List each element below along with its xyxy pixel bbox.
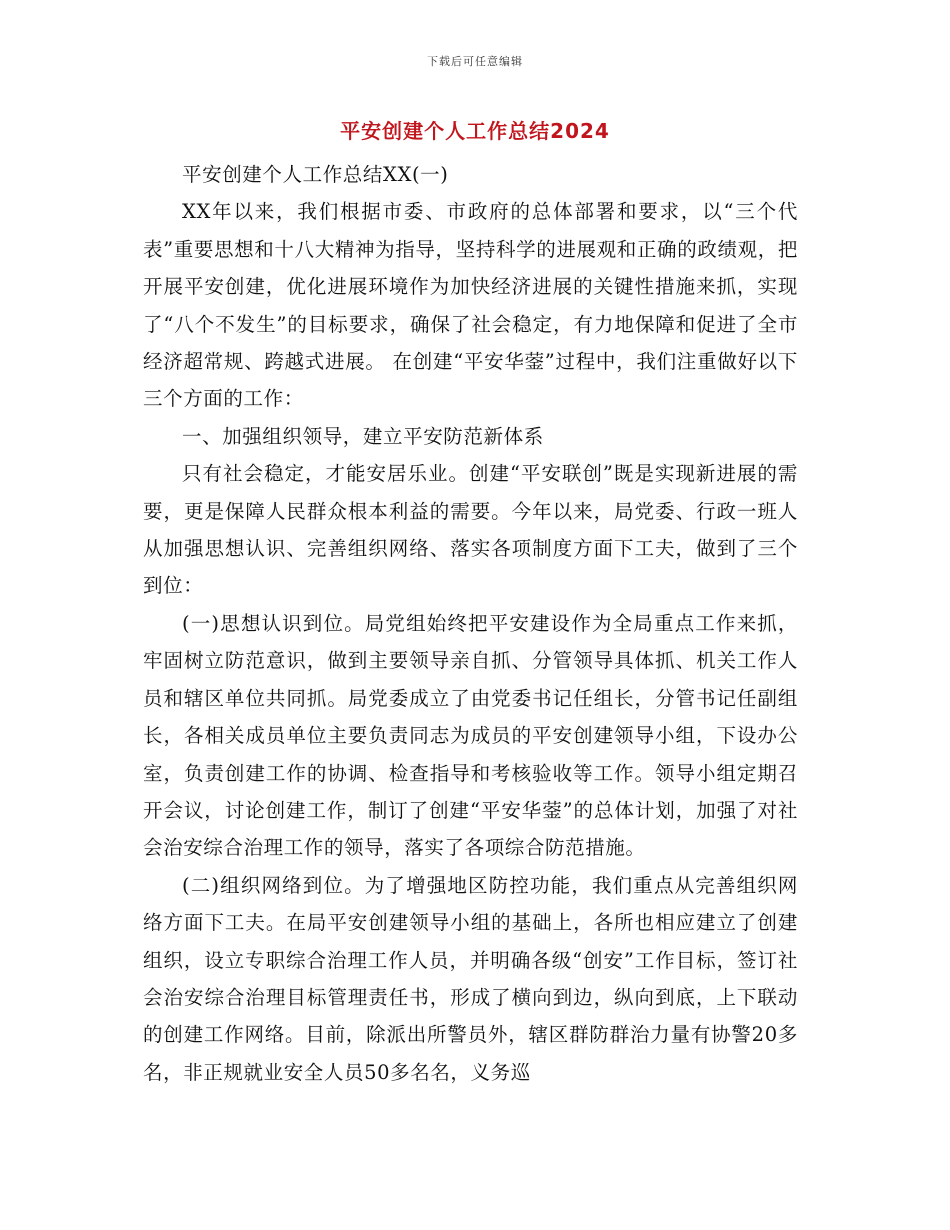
section-heading: 一、加强组织领导，建立平安防范新体系 [182, 424, 544, 448]
document-title: 平安创建个人工作总结2024 [340, 119, 610, 143]
paragraph: (二)组织网络到位。为了增强地区防控功能，我们重点从完善组织网络方面下工夫。在局平安创建领导小组的基础上，各所也相应建立了创建组织，设立专职综合治理工作人员，并明确各级“创安”工作目标，签订社会治安综合治理目标管理责任书，形成了横向到边，纵向到底，上下联动的创建工作网络。目前，除派出所警员外，辖区群防群治力量有协警20多名，非正规就业安全人员50多名名，义务巡 [143, 873, 798, 1084]
paragraph: 只有社会稳定，才能安居乐业。创建“平安联创”既是实现新进展的需要，更是保障人民群众根本利益的需要。今年以来，局党委、行政一班人从加强思想认识、完善组织网络、落实各项制度方面下工夫，做到了三个到位： [143, 462, 798, 598]
paragraph-subtitle: 平安创建个人工作总结XX(一) [182, 163, 449, 186]
paragraph-intro: XX年以来，我们根据市委、市政府的总体部署和要求，以“三个代表”重要思想和十八大精神为指导，坚持科学的进展观和正确的政绩观，把开展平安创建，优化进展环境作为加快经济进展的关键性措施来抓，实现了“八个不发生”的目标要求，确保了社会稳定，有力地保障和促进了全市经济超常规、跨越式进展。 在创建“平安华蓥”过程中，我们注重做好以下三个方面的工作： [143, 200, 798, 411]
header-note: 下载后可任意编辑 [427, 55, 523, 68]
document-body [143, 156, 798, 1091]
paragraph: (一)思想认识到位。局党组始终把平安建设作为全局重点工作来抓，牢固树立防范意识，做到主要领导亲自抓、分管领导具体抓、机关工作人员和辖区单位共同抓。局党委成立了由党委书记任组长，分管书记任副组长，各相关成员单位主要负责同志为成员的平安创建领导小组，下设办公室，负责创建工作的协调、检查指导和考核验收等工作。领导小组定期召开会议，讨论创建工作，制订了创建“平安华蓥”的总体计划，加强了对社会治安综合治理工作的领导，落实了各项综合防范措施。 [143, 611, 798, 860]
